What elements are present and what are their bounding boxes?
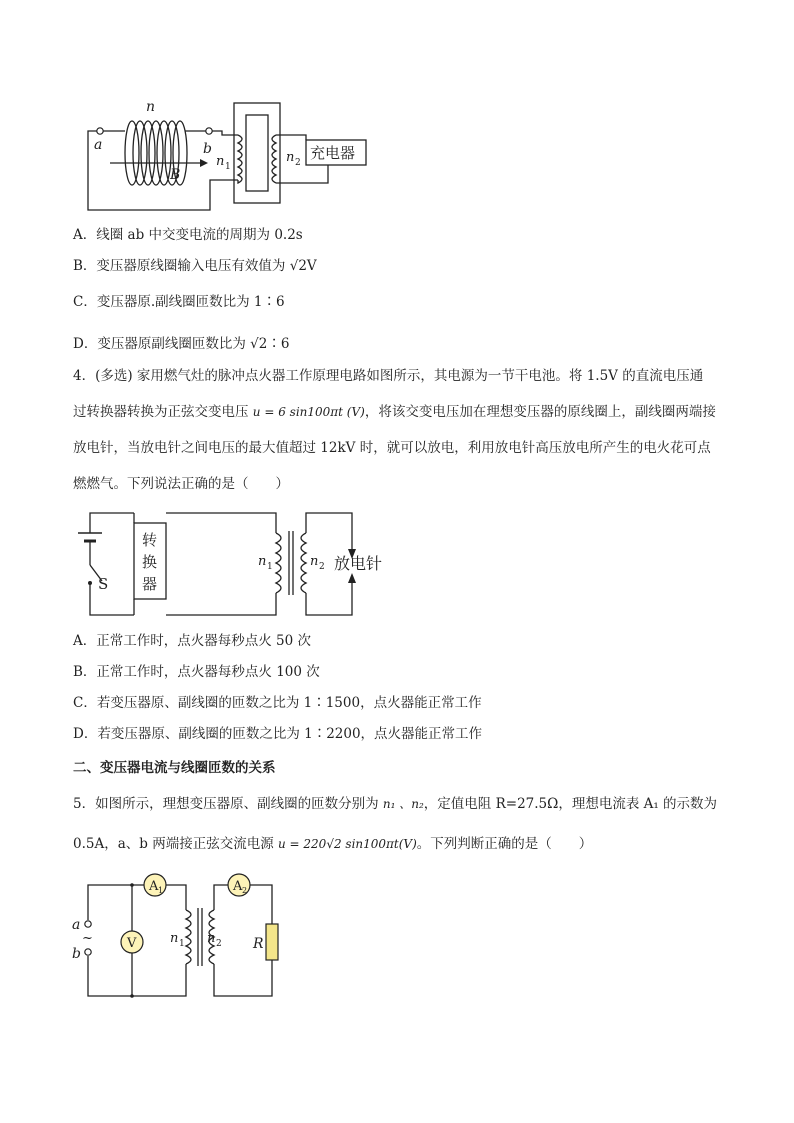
q4-stem-line1: 4．(多选) 家用燃气灶的脉冲点火器工作原理电路如图所示，其电源为一节干电池。将 1.5V 的直流电压通 <box>73 368 704 384</box>
terminal-a <box>85 921 91 927</box>
switch-label: S <box>98 575 109 593</box>
q5-stem-line2 <box>73 824 723 864</box>
figure-transformer-meters <box>70 872 290 1002</box>
voltmeter-label: V <box>127 936 137 951</box>
q4-stem-line4: 燃燃气。下列说法正确的是（ ） <box>73 476 289 492</box>
q5-stem-line1 <box>73 784 723 824</box>
q4-option-d: D．若变压器原、副线圈的匝数之比为 1∶2200，点火器能正常工作 <box>73 726 483 742</box>
label-n2-sub: 2 <box>319 562 325 572</box>
q5-stem <box>73 784 723 864</box>
terminal-b-label: b <box>203 141 212 157</box>
q4-stem-line3: 放电针，当放电针之间电压的最大值超过 12kV 时，就可以放电，利用放电针高压放电所产生的电火花可点 <box>73 440 711 456</box>
terminal-a <box>97 128 103 134</box>
converter-char-3: 器 <box>142 575 158 593</box>
terminal-b-label: b <box>72 946 81 962</box>
q4-voltage-formula: u = 6 sin100πt (V) <box>252 405 365 419</box>
label-n1-sub: 1 <box>225 162 231 172</box>
converter-char-2: 换 <box>142 553 158 571</box>
q3-option-d-text: D．变压器原副线圈匝数比为 <box>73 336 251 352</box>
q3-option-d-value: √2∶6 <box>250 336 290 352</box>
charger-label: 充电器 <box>310 144 356 162</box>
q3-option-a: A．线圈 ab 中交变电流的周期为 0.2s <box>73 227 303 243</box>
q3-option-c: C．变压器原.副线圈匝数比为 1∶6 <box>73 294 285 310</box>
q4-stem-line2 <box>73 394 723 430</box>
figure-igniter-circuit <box>72 505 402 620</box>
label-n2-sub: 2 <box>216 939 222 949</box>
label-n1: n <box>258 554 267 569</box>
figure-coil-transformer <box>70 95 390 215</box>
q3-option-b <box>73 256 317 276</box>
q5-stem-line2-a: 0.5A，a、b 两端接正弦交流电源 <box>73 836 278 852</box>
label-n1: n <box>170 931 179 946</box>
q5-stem-line1-a: 5．如图所示，理想变压器原、副线圈的匝数分别为 <box>73 796 383 812</box>
section-heading: 二、变压器电流与线圈匝数的关系 <box>73 760 276 776</box>
terminal-b <box>85 949 91 955</box>
terminal-b <box>206 128 212 134</box>
q4-option-c: C．若变压器原、副线圈的匝数之比为 1∶1500，点火器能正常工作 <box>73 695 482 711</box>
label-n1: n <box>216 154 225 169</box>
converter-char-1: 转 <box>142 531 158 549</box>
needle-label: 放电针 <box>334 554 383 573</box>
q5-stem-line1-b: ，定值电阻 R=27.5Ω，理想电流表 A₁ 的示数为 <box>423 796 718 812</box>
terminal-a-label: a <box>72 917 81 933</box>
label-n2: n <box>207 931 216 946</box>
q3-option-b-value: √2V <box>289 258 317 274</box>
q4-option-b: B．正常工作时，点火器每秒点火 100 次 <box>73 664 320 680</box>
resistor-R <box>266 924 278 960</box>
q5-voltage-formula: u = 220√2 sin100πt(V) <box>278 837 417 851</box>
label-n2: n <box>310 554 319 569</box>
ac-source-symbol: ~ <box>82 931 93 946</box>
terminal-a-label: a <box>94 137 103 153</box>
q4-stem <box>73 358 723 502</box>
q4-stem-line2-b: ，将该交变电压加在理想变压器的原线圈上，副线圈两端接 <box>364 404 716 420</box>
q4-stem-line2-a: 过转换器转换为正弦交变电压 <box>73 404 253 420</box>
coil-label-n: n <box>146 99 156 115</box>
q5-turns: n₁ 、n₂ <box>382 797 424 811</box>
resistor-label: R <box>253 936 264 952</box>
label-n2-sub: 2 <box>295 158 301 168</box>
ammeter-a1-sub: 1 <box>158 886 164 895</box>
q4-option-a: A．正常工作时，点火器每秒点火 50 次 <box>73 633 312 649</box>
field-label-B: B <box>170 167 181 183</box>
q3-option-b-text: B．变压器原线圈输入电压有效值为 <box>73 258 290 274</box>
label-n1-sub: 1 <box>179 939 185 949</box>
q3-option-d <box>73 334 289 354</box>
ammeter-a2-label: A <box>233 879 243 894</box>
ammeter-a2-sub: 2 <box>242 886 248 895</box>
label-n2: n <box>286 150 295 165</box>
label-n1-sub: 1 <box>267 562 273 572</box>
ammeter-a1-label: A <box>149 879 159 894</box>
q5-stem-line2-b: 。下列判断正确的是（ ） <box>416 836 593 852</box>
